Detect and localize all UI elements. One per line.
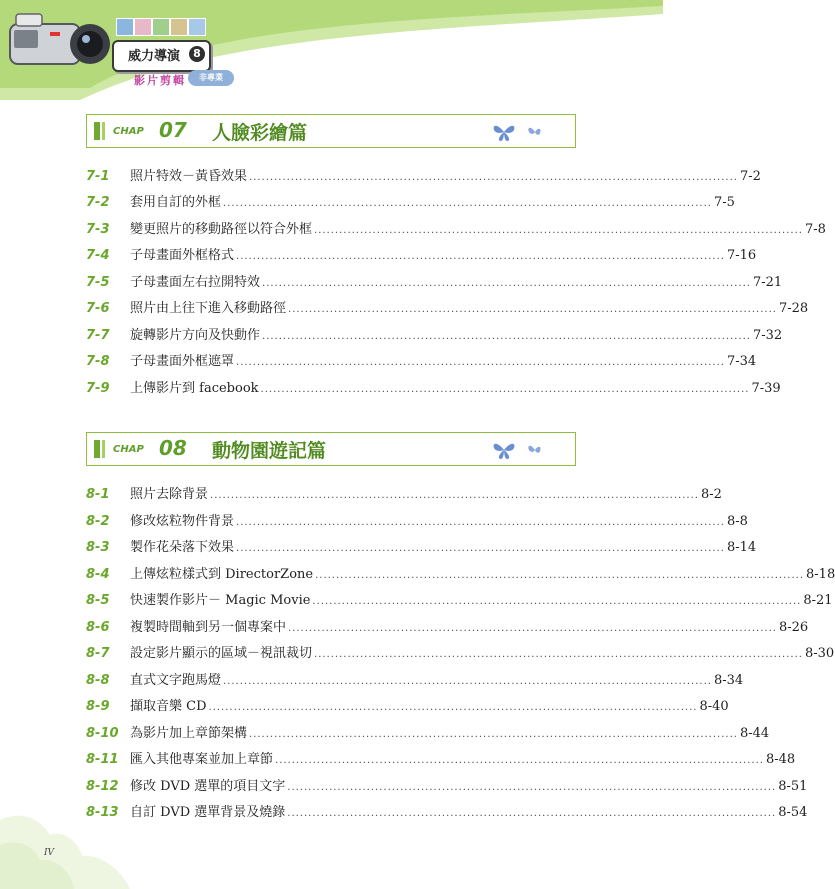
- toc-entry[interactable]: [86, 271, 783, 291]
- toc-entry-title: 為影片加上章節架構: [130, 726, 248, 741]
- toc-entry-title: 製作花朵落下效果: [130, 540, 235, 555]
- dot-leader: .....................................................................................................................: [208, 702, 698, 713]
- toc-entry-number: 8-12: [86, 779, 119, 794]
- toc-entry-number: 7-6: [86, 301, 110, 316]
- toc-entry[interactable]: [86, 218, 826, 238]
- toc-entry-page: 8-44: [739, 726, 770, 741]
- toc-entry-number: 7-1: [86, 169, 110, 184]
- chapter-label: CHAP: [113, 126, 144, 137]
- toc-entry-title: 套用自訂的外框: [130, 195, 222, 210]
- toc-entry-title: 匯入其他專案並加上章節: [130, 752, 274, 767]
- butterfly-icon: [491, 121, 517, 143]
- logo-version: 8: [189, 46, 205, 62]
- chapter-marker-bar: [102, 122, 105, 140]
- toc-entry-title: 照片特效－黃昏效果: [130, 169, 248, 184]
- toc-entry[interactable]: [86, 536, 757, 556]
- toc-entry-title: 照片去除背景: [130, 487, 209, 502]
- toc-entry-title: 旋轉影片方向及快動作: [130, 328, 261, 343]
- toc-entry-page: 7-34: [726, 354, 757, 369]
- toc-entry[interactable]: [86, 801, 808, 821]
- dot-leader: .....................................................................................................................: [287, 808, 777, 819]
- toc-entry[interactable]: [86, 244, 757, 264]
- toc-entry[interactable]: [86, 589, 833, 609]
- dot-leader: .....................................................................................................................: [314, 649, 803, 660]
- dot-leader: .....................................................................................................................: [275, 755, 764, 766]
- dot-leader: .....................................................................................................................: [315, 570, 805, 581]
- toc-entry-number: 7-2: [86, 195, 110, 210]
- toc-entry-page: 8-18: [806, 567, 835, 582]
- chapter-marker-bar: [94, 440, 100, 458]
- toc-entry-number: 8-1: [86, 487, 110, 502]
- toc-entry-title: 複製時間軸到另一個專案中: [130, 620, 287, 635]
- chapter-label: CHAP: [113, 444, 144, 455]
- toc-entry-page: 8-48: [765, 752, 796, 767]
- chapter-title: 動物園遊記篇: [212, 440, 327, 462]
- toc-entry[interactable]: [86, 616, 809, 636]
- toc-entry-number: 8-13: [86, 805, 119, 820]
- dot-leader: .....................................................................................................................: [223, 198, 712, 209]
- toc-entry-number: 7-7: [86, 328, 110, 343]
- toc-entry-page: 8-14: [726, 540, 757, 555]
- dot-leader: .....................................................................................................................: [249, 172, 738, 183]
- toc-entry-number: 8-8: [86, 673, 110, 688]
- toc-entry-number: 8-3: [86, 540, 110, 555]
- dot-leader: .....................................................................................................................: [249, 729, 738, 740]
- toc-entry-number: 8-6: [86, 620, 110, 635]
- toc-entry-page: 8-21: [803, 593, 833, 608]
- toc-entry[interactable]: [86, 191, 735, 211]
- toc-entry-number: 8-11: [86, 752, 119, 767]
- toc-entry-page: 8-8: [726, 514, 748, 529]
- toc-entry-page: 8-51: [778, 779, 808, 794]
- dot-leader: .....................................................................................................................: [236, 357, 725, 368]
- dot-leader: .....................................................................................................................: [314, 225, 803, 236]
- toc-entry-page: 7-5: [713, 195, 735, 210]
- toc-entry-number: 8-10: [86, 726, 119, 741]
- toc-entry[interactable]: [86, 722, 770, 742]
- toc-entry[interactable]: [86, 483, 722, 503]
- chapter-title: 人臉彩繪篇: [212, 122, 308, 144]
- chapter-number: 07: [159, 118, 187, 142]
- photo-thumbnail: [116, 18, 134, 36]
- toc-entry-number: 7-4: [86, 248, 110, 263]
- toc-entry[interactable]: [86, 510, 748, 530]
- toc-entry-title: 變更照片的移動路徑以符合外框: [130, 222, 313, 237]
- logo-badge: 非專業: [188, 70, 234, 86]
- photo-thumbnail: [170, 18, 188, 36]
- photo-thumbnail: [134, 18, 152, 36]
- page-number: IV: [44, 848, 55, 858]
- toc-entry-page: 7-21: [752, 275, 783, 290]
- butterfly-icon: [491, 439, 517, 461]
- chapter-marker-bar: [102, 440, 105, 458]
- toc-entry-page: 8-54: [778, 805, 808, 820]
- toc-entry-title: 子母畫面左右拉開特效: [130, 275, 261, 290]
- toc-entry-title: 快速製作影片－ Magic Movie: [130, 593, 311, 608]
- logo-subtitle: 影片剪輯: [134, 74, 186, 87]
- toc-entry-title: 自訂 DVD 選單背景及燒錄: [130, 805, 286, 820]
- dot-leader: .....................................................................................................................: [312, 596, 802, 607]
- toc-entry-page: 8-30: [804, 646, 835, 661]
- toc-entry-title: 照片由上往下進入移動路徑: [130, 301, 287, 316]
- toc-entry[interactable]: [86, 695, 729, 715]
- toc-entry-number: 7-3: [86, 222, 110, 237]
- dot-leader: .....................................................................................................................: [288, 623, 777, 634]
- photo-thumbnail: [188, 18, 206, 36]
- toc-entry[interactable]: [86, 669, 744, 689]
- toc-entry-title: 上傳影片到 facebook: [130, 381, 259, 396]
- toc-entry[interactable]: [86, 642, 835, 662]
- dot-leader: .....................................................................................................................: [262, 331, 751, 342]
- toc-entry-number: 7-8: [86, 354, 110, 369]
- toc-entry-number: 7-5: [86, 275, 110, 290]
- chapter-marker-bar: [94, 122, 100, 140]
- toc-entry[interactable]: [86, 165, 761, 185]
- toc-entry-page: 7-16: [726, 248, 757, 263]
- toc-entry-page: 7-39: [751, 381, 781, 396]
- toc-entry[interactable]: [86, 748, 796, 768]
- toc-entry-number: 8-7: [86, 646, 110, 661]
- toc-entry-number: 8-4: [86, 567, 110, 582]
- toc-entry-title: 直式文字跑馬燈: [130, 673, 222, 688]
- toc-entry-title: 上傳炫粒樣式到 DirectorZone: [130, 567, 314, 582]
- dot-leader: .....................................................................................................................: [288, 304, 777, 315]
- butterfly-icon: [527, 123, 543, 141]
- toc-entry-number: 7-9: [86, 381, 110, 396]
- toc-entry-number: 8-5: [86, 593, 110, 608]
- dot-leader: .....................................................................................................................: [210, 490, 699, 501]
- toc-entry-title: 修改炫粒物件背景: [130, 514, 235, 529]
- toc-entry-title: 子母畫面外框遮罩: [130, 354, 235, 369]
- page-header-decoration: [0, 0, 663, 100]
- dot-leader: .....................................................................................................................: [236, 517, 725, 528]
- toc-entry-page: 8-40: [699, 699, 729, 714]
- toc-entry-page: 7-28: [778, 301, 809, 316]
- product-logo: [112, 40, 211, 72]
- toc-entry[interactable]: [86, 324, 783, 344]
- dot-leader: .....................................................................................................................: [262, 278, 751, 289]
- toc-entry-title: 擷取音樂 CD: [130, 699, 207, 714]
- toc-entry-page: 8-34: [713, 673, 744, 688]
- footer-leaf-decoration: [0, 790, 140, 889]
- toc-entry[interactable]: [86, 350, 757, 370]
- toc-entry-title: 設定影片顯示的區域－視訊裁切: [130, 646, 313, 661]
- toc-entry-title: 子母畫面外框格式: [130, 248, 235, 263]
- dot-leader: .....................................................................................................................: [223, 676, 712, 687]
- dot-leader: .....................................................................................................................: [287, 782, 777, 793]
- camcorder-icon: [4, 8, 116, 80]
- chapter-08-header: [86, 432, 576, 466]
- dot-leader: .....................................................................................................................: [236, 543, 725, 554]
- toc-entry[interactable]: [86, 377, 781, 397]
- dot-leader: .....................................................................................................................: [236, 251, 725, 262]
- toc-entry-page: 8-26: [778, 620, 809, 635]
- dot-leader: .....................................................................................................................: [260, 384, 750, 395]
- toc-entry[interactable]: [86, 297, 809, 317]
- butterfly-icon: [527, 441, 543, 459]
- toc-entry[interactable]: [86, 775, 808, 795]
- toc-entry-title: 修改 DVD 選單的項目文字: [130, 779, 286, 794]
- chapter-number: 08: [159, 436, 187, 460]
- toc-entry-page: 7-2: [739, 169, 761, 184]
- toc-entry-number: 8-9: [86, 699, 110, 714]
- photo-thumbnail: [152, 18, 170, 36]
- toc-entry[interactable]: [86, 563, 835, 583]
- logo-title: 威力導演: [127, 49, 180, 64]
- toc-entry-page: 7-8: [804, 222, 826, 237]
- chapter-07-header: [86, 114, 576, 148]
- toc-entry-number: 8-2: [86, 514, 110, 529]
- toc-entry-page: 8-2: [700, 487, 722, 502]
- toc-entry-page: 7-32: [752, 328, 783, 343]
